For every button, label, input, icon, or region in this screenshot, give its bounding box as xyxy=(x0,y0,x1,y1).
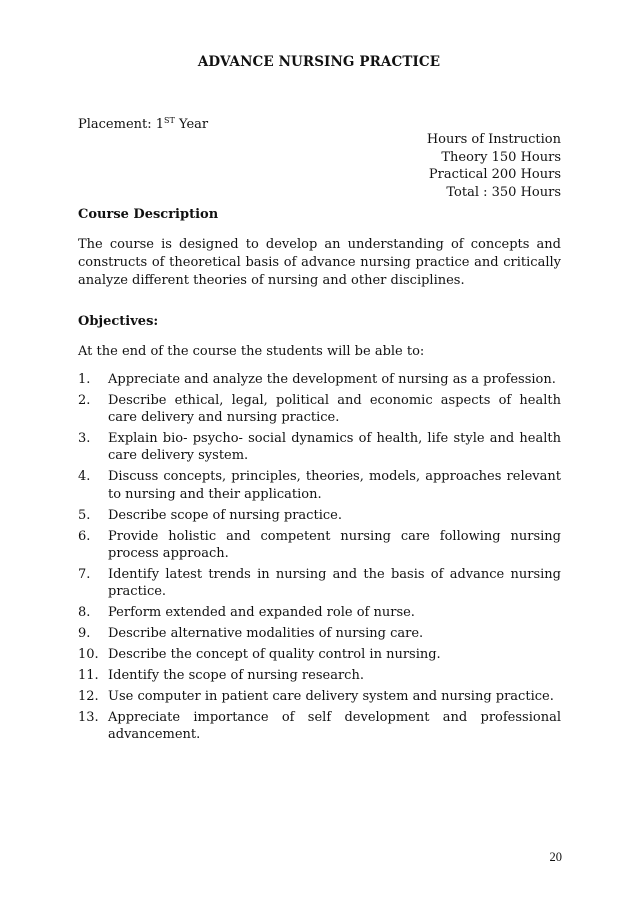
item-text: Perform extended and expanded role of nurse. xyxy=(108,605,415,621)
item-number: 10. xyxy=(78,647,99,663)
list-item xyxy=(78,371,561,388)
item-text: Discuss concepts, principles, theories, models, approaches relevant to nursing and their application. xyxy=(108,469,561,502)
item-number: 12. xyxy=(78,689,99,705)
item-text: Describe the concept of quality control in nursing. xyxy=(108,647,441,663)
list-item xyxy=(78,507,561,524)
placement-line xyxy=(78,116,208,132)
item-text: Appreciate and analyze the development of nursing as a profession. xyxy=(108,372,556,387)
page-number: 20 xyxy=(549,850,562,864)
objectives-heading: Objectives: xyxy=(78,314,159,329)
item-number: 8. xyxy=(78,605,91,621)
list-item xyxy=(78,604,561,621)
hours-of-instruction-block xyxy=(427,131,561,201)
placement-suffix: Year xyxy=(174,117,209,132)
item-number: 3. xyxy=(78,431,91,447)
item-number: 4. xyxy=(78,469,91,485)
item-number: 5. xyxy=(78,507,91,523)
item-text: Describe ethical, legal, political and economic aspects of health care delivery and nursing practice. xyxy=(108,393,561,426)
objectives-intro: At the end of the course the students will be able to: xyxy=(78,344,425,359)
list-item xyxy=(78,468,561,502)
item-number: 7. xyxy=(78,566,91,582)
item-text-line1: Appreciate importance of self development and professional xyxy=(108,710,561,726)
objectives-list xyxy=(78,371,561,747)
list-item xyxy=(78,667,561,684)
item-text: Identify latest trends in nursing and the basis of advance nursing practice. xyxy=(108,566,561,600)
hours-theory: Theory 150 Hours xyxy=(441,149,561,165)
course-description-text: The course is designed to develop an understanding of concepts and constructs of theoretical basis of advance nursing practice and critically analyze different theories of nursing and other disciplines. xyxy=(78,237,561,288)
list-item xyxy=(78,709,561,743)
list-item xyxy=(78,688,561,705)
item-text: Use computer in patient care delivery system and nursing practice. xyxy=(108,689,554,705)
item-text: Describe scope of nursing practice. xyxy=(108,507,342,523)
list-item xyxy=(78,392,561,426)
item-number: 13. xyxy=(78,710,99,726)
list-item xyxy=(78,566,561,600)
item-number: 2. xyxy=(78,393,91,408)
course-description-heading: Course Description xyxy=(78,207,219,222)
item-text-line2: advancement. xyxy=(108,727,201,743)
placement-superscript: ST xyxy=(164,116,175,125)
item-number: 11. xyxy=(78,668,99,684)
list-item xyxy=(78,528,561,562)
item-text xyxy=(108,709,561,743)
hours-heading: Hours of Instruction xyxy=(426,132,561,147)
item-number: 6. xyxy=(78,528,91,544)
hours-practical: Practical 200 Hours xyxy=(428,167,561,183)
list-item xyxy=(78,646,561,663)
list-item xyxy=(78,430,561,464)
item-text: Describe alternative modalities of nursing care. xyxy=(108,626,424,642)
hours-total: Total : 350 Hours xyxy=(446,184,561,200)
item-text: Provide holistic and competent nursing care following nursing process approach. xyxy=(108,528,561,561)
page-title: ADVANCE NURSING PRACTICE xyxy=(197,54,441,70)
placement-label: Placement: 1 xyxy=(78,117,165,132)
list-item xyxy=(78,625,561,642)
item-number: 1. xyxy=(78,372,91,387)
item-number: 9. xyxy=(78,626,91,642)
item-text: Identify the scope of nursing research. xyxy=(108,668,364,684)
item-text: Explain bio- psycho- social dynamics of health, life style and health care delivery system. xyxy=(108,431,561,464)
